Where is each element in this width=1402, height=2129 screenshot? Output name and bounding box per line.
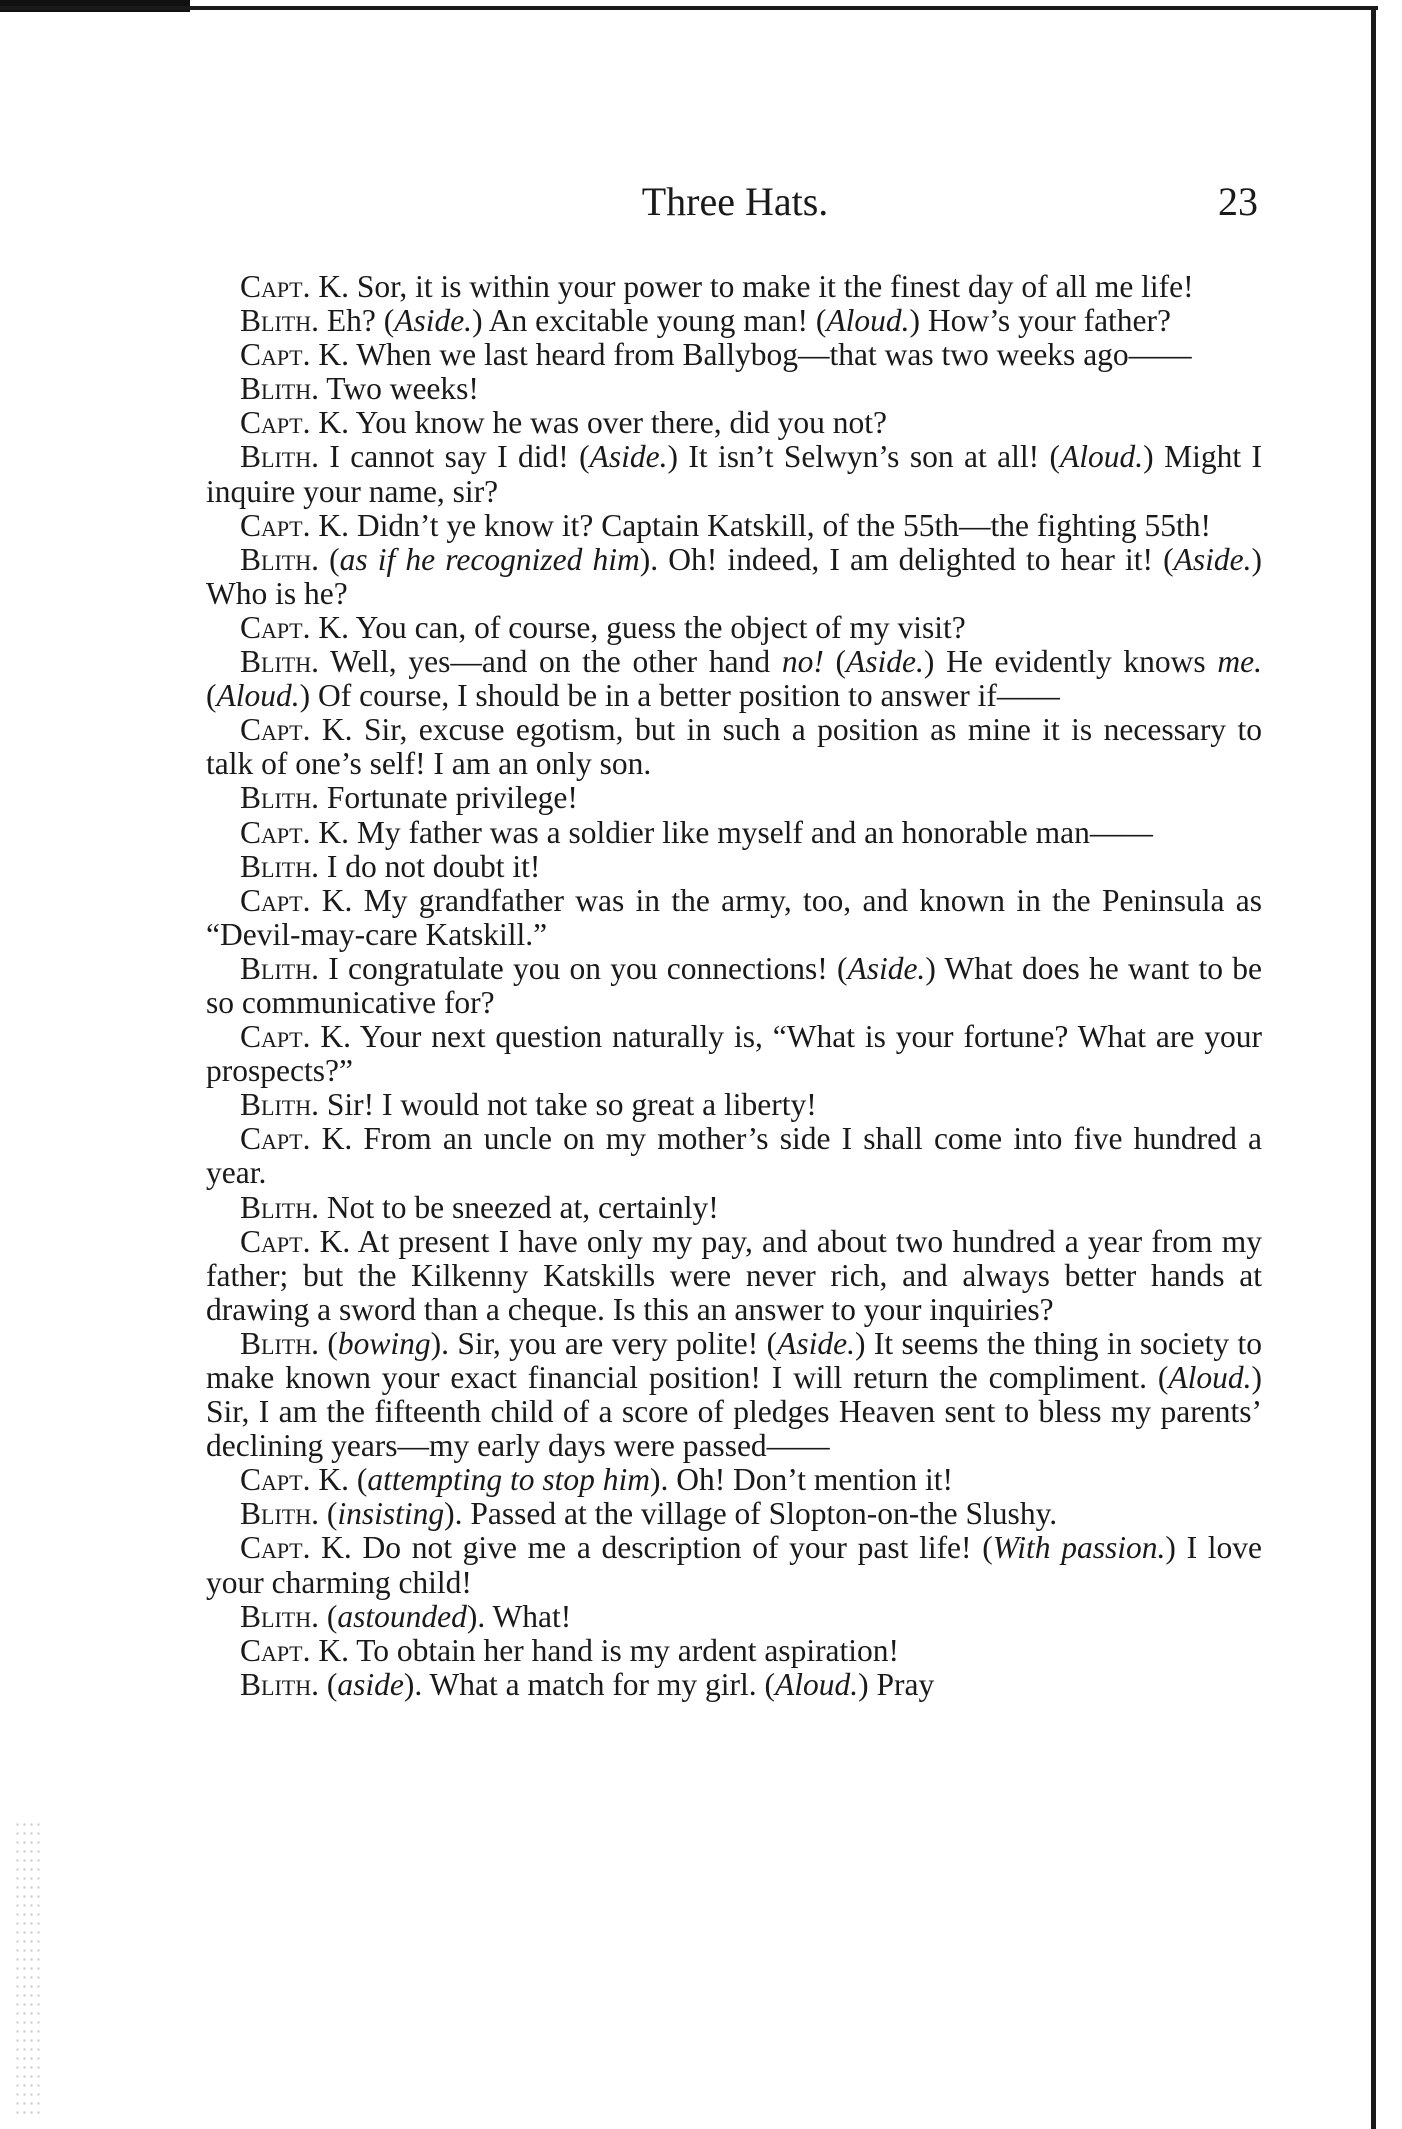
dialogue-line: ( xyxy=(348,1462,368,1498)
dialogue-paragraph xyxy=(206,816,1262,850)
dialogue-paragraph xyxy=(206,1088,1262,1122)
speaker-name: Blith. xyxy=(240,1189,319,1225)
dialogue-line: Sir! I would not take so great a liberty! xyxy=(318,1087,817,1123)
dialogue-line: ) Pray xyxy=(858,1666,935,1702)
dialogue-paragraph xyxy=(206,1463,1262,1497)
speaker-name: Blith. xyxy=(240,1598,319,1634)
stage-direction: bowing xyxy=(337,1325,431,1361)
dialogue-line: ) How’s your father? xyxy=(909,303,1172,339)
page-header xyxy=(204,178,1266,228)
speaker-name: Capt. K. xyxy=(240,712,353,748)
dialogue-line: ) Who is he? xyxy=(206,541,1262,611)
dialogue-line: ) What does he want to be so communicative for? xyxy=(206,950,1262,1020)
dialogue-line: ). Oh! Don’t mention it! xyxy=(649,1462,953,1498)
speaker-name: Blith. xyxy=(240,644,319,680)
dialogue-paragraph xyxy=(206,338,1262,372)
dialogue-line: When we last heard from Ballybog—that was two weeks ago—— xyxy=(348,337,1192,373)
dialogue-line: My grandfather was in the army, too, and known in the Peninsula as “Devil-may-care Katskill.” xyxy=(206,882,1262,952)
dialogue-line: You can, of course, guess the object of my visit? xyxy=(348,609,966,645)
dialogue-line: Didn’t ye know it? Captain Katskill, of the 55th—the fighting 55th! xyxy=(348,507,1212,543)
stage-direction: Aside. xyxy=(777,1325,856,1361)
stage-direction: Aside. xyxy=(589,439,668,475)
dialogue-line: ). Oh! indeed, I am delighted to hear it! ( xyxy=(639,541,1174,577)
dialogue-paragraph xyxy=(206,440,1262,508)
speaker-name: Blith. xyxy=(240,950,319,986)
dialogue-line: Your next question naturally is, “What is your fortune? What are your prospects?” xyxy=(206,1019,1262,1089)
speaker-name: Blith. xyxy=(240,1666,319,1702)
dialogue-line: ). Passed at the village of Slopton-on-the Slushy. xyxy=(444,1496,1058,1532)
page-number: 23 xyxy=(1218,179,1258,224)
speaker-name: Capt. K. xyxy=(240,1632,349,1668)
dialogue-paragraph xyxy=(206,1668,1262,1702)
stage-direction: as if he recognized him xyxy=(339,541,640,577)
dialogue-paragraph xyxy=(206,1191,1262,1225)
speaker-name: Blith. xyxy=(240,1496,319,1532)
dialogue-paragraph xyxy=(206,1020,1262,1088)
dialogue-line: ( xyxy=(823,644,847,680)
dialogue-line: Sir, excuse egotism, but in such a position as mine it is necessary to talk of one’s self! I am an only son. xyxy=(206,712,1262,782)
speaker-name: Capt. K. xyxy=(240,882,353,918)
speaker-name: Blith. xyxy=(240,371,319,407)
stage-direction: Aside. xyxy=(847,950,926,986)
dialogue-paragraph xyxy=(206,1225,1262,1327)
stage-direction: Aloud. xyxy=(1060,439,1144,475)
dialogue-paragraph xyxy=(206,372,1262,406)
top-rule xyxy=(0,6,1378,10)
dialogue-line: ( xyxy=(318,1666,338,1702)
speaker-name: Blith. xyxy=(240,780,319,816)
dialogue-line: ) He evidently knows xyxy=(923,644,1218,680)
dialogue-paragraph xyxy=(206,952,1262,1020)
stage-direction: aside xyxy=(337,1666,404,1702)
stage-direction: no! xyxy=(781,644,824,680)
dialogue-line: Sor, it is within your power to make it the finest day of all me life! xyxy=(348,269,1194,304)
stage-direction: With passion. xyxy=(992,1530,1166,1566)
dialogue-paragraph xyxy=(206,850,1262,884)
right-rule xyxy=(1371,8,1376,2129)
dialogue-line: Eh? ( xyxy=(318,303,395,339)
stage-direction: attempting to stop him xyxy=(367,1462,650,1498)
dialogue-line: You know he was over there, did you not? xyxy=(348,405,888,441)
speaker-name: Blith. xyxy=(240,541,319,577)
dialogue-line: ) An excitable young man! ( xyxy=(472,303,827,339)
dialogue-paragraph xyxy=(206,781,1262,815)
dialogue-line: ) I love your charming child! xyxy=(206,1530,1262,1600)
dialogue-paragraph xyxy=(206,884,1262,952)
speaker-name: Blith. xyxy=(240,1325,319,1361)
dialogue-line: My father was a soldier like myself and an honorable man—— xyxy=(348,814,1153,850)
dialogue-paragraph xyxy=(206,1327,1262,1463)
dialogue-line: ( xyxy=(318,1325,338,1361)
scan-specks xyxy=(14,1820,44,2120)
speaker-name: Capt. K. xyxy=(240,405,349,441)
speaker-name: Capt. K. xyxy=(240,337,349,373)
speaker-name: Capt. K. xyxy=(240,507,349,543)
dialogue-paragraph xyxy=(206,509,1262,543)
dialogue-line: ). Sir, you are very polite! ( xyxy=(430,1325,778,1361)
speaker-name: Capt. K. xyxy=(240,814,349,850)
stage-direction: Aloud. xyxy=(1168,1360,1252,1395)
dialogue-paragraph xyxy=(206,406,1262,440)
dialogue-line: ( xyxy=(318,1496,338,1532)
stage-direction: Aside. xyxy=(1173,541,1252,577)
speaker-name: Capt. K. xyxy=(240,1223,351,1259)
dialogue-paragraph xyxy=(206,270,1262,304)
dialogue-line: ( xyxy=(318,1598,338,1634)
speaker-name: Capt. K. xyxy=(240,609,349,645)
running-title: Three Hats. xyxy=(641,179,829,224)
dialogue-line: I cannot say I did! ( xyxy=(318,439,590,475)
dialogue-paragraph xyxy=(206,1600,1262,1634)
dialogue-line: ). What! xyxy=(466,1598,572,1634)
speaker-name: Capt. K. xyxy=(240,1462,349,1498)
dialogue-line: Fortunate privilege! xyxy=(318,780,578,816)
dialogue-line: Well, yes—and on the other hand xyxy=(318,644,782,680)
dialogue-line: ) Of course, I should be in a better position to answer if—— xyxy=(299,678,1060,714)
dialogue-line: ( xyxy=(206,678,217,714)
stage-direction: Aloud. xyxy=(775,1666,859,1702)
speaker-name: Blith. xyxy=(240,439,319,475)
dialogue-paragraph xyxy=(206,1122,1262,1190)
stage-direction: insisting xyxy=(337,1496,445,1532)
speaker-name: Blith. xyxy=(240,303,319,339)
dialogue-line: ) Sir, I am the fifteenth child of a score of pledges Heaven sent to bless my parents’ declining years—my early days were passed—— xyxy=(206,1360,1262,1464)
dialogue-paragraph xyxy=(206,611,1262,645)
dialogue-line: Two weeks! xyxy=(318,371,479,407)
dialogue-paragraph xyxy=(206,1531,1262,1599)
speaker-name: Capt. K. xyxy=(240,1019,351,1055)
speaker-name: Capt. K. xyxy=(240,269,349,304)
stage-direction: astounded xyxy=(337,1598,467,1634)
speaker-name: Capt. K. xyxy=(240,1121,353,1157)
speaker-name: Blith. xyxy=(240,848,319,884)
dialogue-line: ) It isn’t Selwyn’s son at all! ( xyxy=(667,439,1061,475)
stage-direction: Aloud. xyxy=(216,678,300,714)
stage-direction: Aloud. xyxy=(826,303,910,339)
speaker-name: Blith. xyxy=(240,1087,319,1123)
dialogue-line: ) It seems the thing in society to make known your exact financial position! I will return the compliment. ( xyxy=(206,1325,1262,1395)
dialogue-paragraph xyxy=(206,1634,1262,1668)
speaker-name: Capt. K. xyxy=(240,1530,352,1566)
stage-direction: me. xyxy=(1217,644,1262,680)
dialogue-line: To obtain her hand is my ardent aspiration! xyxy=(348,1632,900,1668)
dialogue-paragraph xyxy=(206,304,1262,338)
dialogue-paragraph xyxy=(206,713,1262,781)
dialogue-line: From an uncle on my mother’s side I shall come into five hundred a year. xyxy=(206,1121,1262,1191)
dialogue-paragraph xyxy=(206,645,1262,713)
dialogue-line: Not to be sneezed at, certainly! xyxy=(318,1189,719,1225)
stage-direction: Aside. xyxy=(394,303,473,339)
dialogue-text xyxy=(206,270,1262,1702)
dialogue-line: ( xyxy=(318,541,340,577)
dialogue-line: Do not give me a description of your past life! ( xyxy=(351,1530,993,1566)
dialogue-line: At present I have only my pay, and about two hundred a year from my father; but the Kilkenny Katskills were never rich, and always better hands at drawing a sword than a cheque. Is this an answer to your inquiries? xyxy=(206,1223,1262,1327)
stage-direction: Aside. xyxy=(846,644,924,680)
dialogue-line: ). What a match for my girl. ( xyxy=(403,1666,776,1702)
dialogue-line: ) Might I inquire your name, sir? xyxy=(206,439,1262,509)
dialogue-paragraph xyxy=(206,1497,1262,1531)
dialogue-paragraph xyxy=(206,543,1262,611)
dialogue-line: I do not doubt it! xyxy=(318,848,541,884)
dialogue-line: I congratulate you on you connections! ( xyxy=(318,950,848,986)
